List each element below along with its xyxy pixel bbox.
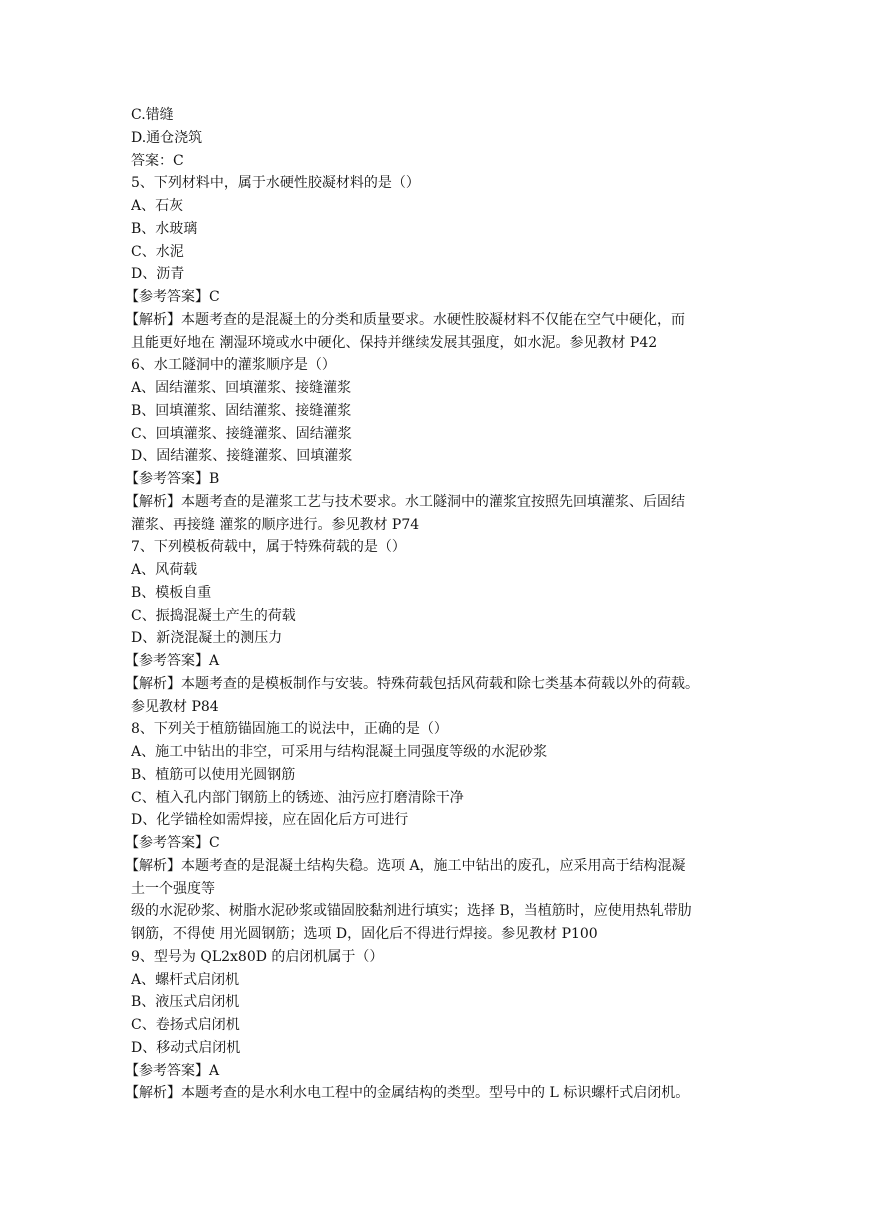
text-line: A、施工中钻出的非空，可采用与结构混凝土同强度等级的水泥砂浆 [131, 744, 548, 760]
text-line: 8、下列关于植筋锚固施工的说法中，正确的是（） [131, 721, 448, 738]
text-line: 【解析】本题考查的是水利水电工程中的金属结构的类型。型号中的 L 标识螺杆式启闭机。 [125, 1085, 690, 1102]
text-line: 【参考答案】C [125, 289, 220, 305]
text-line: D.通仓浇筑 [131, 129, 203, 146]
text-line: 参见教材 P84 [131, 698, 219, 715]
text-line: 【参考答案】B [125, 471, 220, 487]
text-line: C、水泥 [131, 243, 184, 260]
document-body [125, 104, 751, 1105]
text-line: 【解析】本题考查的是混凝土结构失稳。选项 A，施工中钻出的废孔，应采用高于结构混凝 [125, 857, 686, 874]
text-line: B、液压式启闭机 [131, 994, 240, 1011]
text-line: D、化学锚栓如需焊接，应在固化后方可进行 [131, 812, 409, 829]
text-line: 9、型号为 QL2x80D 的启闭机属于（） [131, 948, 384, 965]
text-line: 【参考答案】A [125, 653, 220, 669]
text-line: 【参考答案】A [125, 1062, 220, 1079]
text-line: 级的水泥砂浆、树脂水泥砂浆或锚固胶黏剂进行填实；选择 B，当植筋时，应使用热轧带肋 [131, 903, 692, 920]
text-line: 【解析】本题考查的是灌浆工艺与技术要求。水工隧洞中的灌浆宜按照先回填灌浆、后固结 [125, 493, 685, 510]
text-line: 【解析】本题考查的是混凝土的分类和质量要求。水硬性胶凝材料不仅能在空气中硬化，而 [125, 311, 685, 328]
text-line: A、螺杆式启闭机 [131, 971, 240, 988]
text-line: C.错缝 [131, 107, 174, 123]
text-line: 5、下列材料中，属于水硬性胶凝材料的是（） [131, 175, 420, 192]
text-line: 土一个强度等 [131, 880, 215, 897]
text-line: 【解析】本题考查的是模板制作与安装。特殊荷载包括风荷载和除七类基本荷载以外的荷载。 [125, 675, 699, 692]
text-line: D、固结灌浆、接缝灌浆、回填灌浆 [131, 448, 353, 465]
text-line: C、植入孔内部门钢筋上的锈迹、油污应打磨清除干净 [131, 789, 464, 806]
text-line: 且能更好地在 潮湿环境或水中硬化、保持并继续发展其强度，如水泥。参见教材 P42 [131, 334, 658, 351]
text-line: 灌浆、再接缝 灌浆的顺序进行。参见教材 P74 [131, 516, 420, 533]
text-line: D、新浇混凝土的测压力 [131, 630, 283, 647]
text-line: A、石灰 [131, 198, 184, 214]
text-line: C、回填灌浆、接缝灌浆、固结灌浆 [131, 425, 352, 442]
text-line: 6、水工隧洞中的灌浆顺序是（） [131, 357, 336, 374]
text-line: C、振捣混凝土产生的荷载 [131, 607, 296, 624]
text-line: 7、下列模板荷载中，属于特殊荷载的是（） [131, 539, 406, 556]
text-line: 【参考答案】C [125, 835, 220, 851]
text-line: D、沥青 [131, 266, 185, 283]
text-line: C、卷扬式启闭机 [131, 1017, 240, 1033]
text-line: B、回填灌浆、固结灌浆、接缝灌浆 [131, 402, 352, 419]
text-line: B、模板自重 [131, 584, 212, 601]
text-line: B、植筋可以使用光圆钢筋 [131, 766, 296, 783]
text-line: 钢筋，不得使 用光圆钢筋；选项 D，固化后不得进行焊接。参见教材 P100 [131, 926, 598, 942]
text-line: D、移动式启闭机 [131, 1039, 241, 1056]
text-line: B、水玻璃 [131, 220, 198, 237]
text-line: A、风荷载 [131, 562, 198, 578]
text-line: 答案：C [131, 152, 184, 169]
text-line: A、固结灌浆、回填灌浆、接缝灌浆 [131, 380, 352, 396]
